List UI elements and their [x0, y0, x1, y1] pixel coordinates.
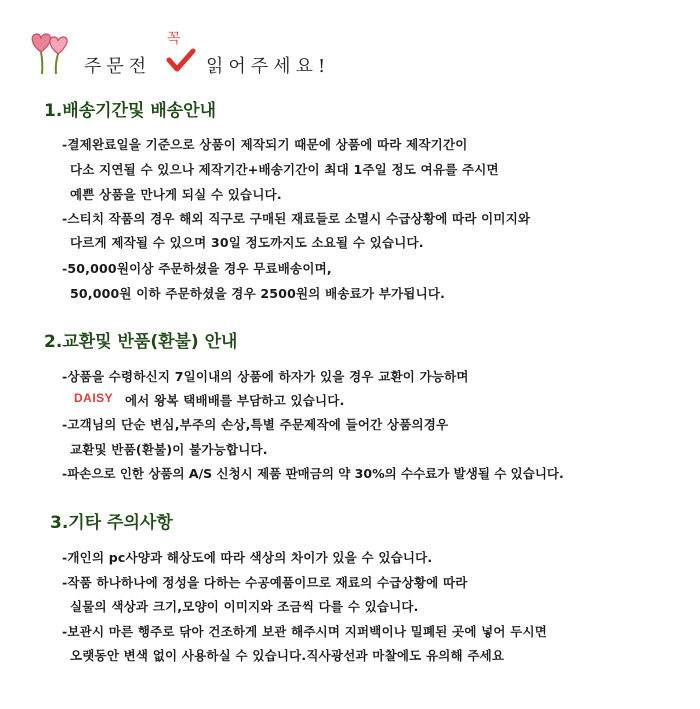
hearts-icon [28, 28, 74, 76]
section-title-shipping: 1.배송기간및 배송안내 [44, 101, 217, 121]
list-item: -고객님의 단순 변심,부주의 손상,특별 주문제작에 들어간 상품의경우 [62, 417, 449, 432]
list-item: 실물의 색상과 크기,모양이 이미지와 조금씩 다를 수 있습니다. [70, 599, 419, 614]
brand-name: DAISY [74, 391, 114, 405]
header-left-text: 주문전 [84, 56, 152, 77]
list-item: 오랫동안 변색 없이 사용하실 수 있습니다.직사광선과 마찰에도 유의해 주세요 [70, 648, 505, 663]
header-emphasis: 꼭 [167, 31, 181, 47]
list-item: -개인의 pc사양과 해상도에 따라 색상의 차이가 있을 수 있습니다. [62, 550, 433, 565]
list-item: 다르게 제작될 수 있으며 30일 정도까지도 소요될 수 있습니다. [70, 235, 424, 250]
list-item: -작품 하나하나에 정성을 다하는 수공예품이므로 재료의 수급상황에 따라 [62, 575, 468, 590]
header-right-text: 읽어주세요! [206, 56, 331, 77]
section-title-notice: 3.기타 주의사항 [50, 513, 173, 533]
list-item: 교환및 반품(환불)이 불가능합니다. [70, 442, 268, 457]
list-item: -스티치 작품의 경우 해외 직구로 구매된 재료들로 소멸시 수급상황에 따라 이미지와 [62, 211, 531, 226]
list-item: -결제완료일을 기준으로 상품이 제작되기 때문에 상품에 따라 제작기간이 [62, 137, 468, 152]
list-item: 예쁜 상품을 만나게 되실 수 있습니다. [70, 187, 282, 202]
check-icon [166, 47, 196, 73]
list-item: 50,000원 이하 주문하셨을 경우 2500원의 배송료가 부가됩니다. [70, 286, 446, 301]
list-item: -파손으로 인한 상품의 A/S 신청시 제품 판매금의 약 30%의 수수료가 발생될 수 있습니다. [62, 466, 564, 481]
list-item: -보관시 마른 행주로 닦아 건조하게 보관 해주시며 지퍼백이나 밀폐된 곳에 넣어 두시면 [62, 624, 548, 639]
list-item: -상품을 수령하신지 7일이내의 상품에 하자가 있을 경우 교환이 가능하며 [62, 369, 469, 384]
list-item: 다소 지연될 수 있으나 제작기간+배송기간이 최대 1주일 정도 여유를 주시면 [70, 162, 499, 177]
list-item: 에서 왕복 택배배를 부담하고 있습니다. [125, 393, 345, 408]
list-item: -50,000원이상 주문하셨을 경우 무료배송이며, [62, 261, 332, 276]
section-title-exchange: 2.교환및 반품(환불) 안내 [44, 332, 238, 352]
